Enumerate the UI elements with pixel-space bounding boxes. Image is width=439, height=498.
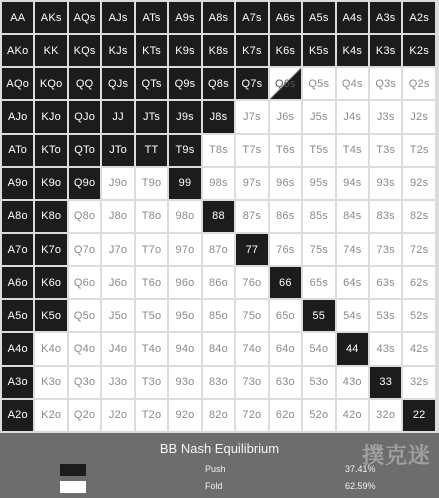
hand-cell-52o[interactable]: 52o	[303, 400, 334, 431]
legend-value-push: 37.41%	[345, 464, 376, 474]
hand-cell-jto[interactable]: JTo	[102, 135, 133, 166]
hand-cell-32o[interactable]: 32o	[370, 400, 401, 431]
hand-cell-82o[interactable]: 82o	[203, 400, 234, 431]
hand-cell-54s[interactable]: 54s	[337, 300, 368, 331]
hand-cell-83s[interactable]: 83s	[370, 201, 401, 232]
hand-cell-k9s[interactable]: K9s	[169, 35, 200, 66]
hand-cell-a7s[interactable]: A7s	[236, 2, 267, 33]
hand-cell-a4s[interactable]: A4s	[337, 2, 368, 33]
hand-cell-95s[interactable]: 95s	[303, 168, 334, 199]
hand-cell-ako[interactable]: AKo	[2, 35, 33, 66]
hand-cell-72s[interactable]: 72s	[403, 234, 434, 265]
hand-cell-43s[interactable]: 43s	[370, 333, 401, 364]
hand-cell-t3s[interactable]: T3s	[370, 135, 401, 166]
hand-cell-q4o[interactable]: Q4o	[69, 333, 100, 364]
hand-cell-93s[interactable]: 93s	[370, 168, 401, 199]
hand-cell-j2s[interactable]: J2s	[403, 101, 434, 132]
hand-cell-kqs[interactable]: KQs	[69, 35, 100, 66]
hand-cell-a5o[interactable]: A5o	[2, 300, 33, 331]
hand-cell-j8o[interactable]: J8o	[102, 201, 133, 232]
hand-cell-ats[interactable]: ATs	[136, 2, 167, 33]
hand-cell-74s[interactable]: 74s	[337, 234, 368, 265]
hand-cell-88[interactable]: 88	[203, 201, 234, 232]
hand-cell-k8s[interactable]: K8s	[203, 35, 234, 66]
hand-cell-aks[interactable]: AKs	[35, 2, 66, 33]
hand-cell-32s[interactable]: 32s	[403, 367, 434, 398]
hand-cell-98s[interactable]: 98s	[203, 168, 234, 199]
hand-cell-k2s[interactable]: K2s	[403, 35, 434, 66]
hand-cell-74o[interactable]: 74o	[236, 333, 267, 364]
hand-cell-97s[interactable]: 97s	[236, 168, 267, 199]
hand-cell-t2o[interactable]: T2o	[136, 400, 167, 431]
hand-cell-ajo[interactable]: AJo	[2, 101, 33, 132]
hand-cell-t4o[interactable]: T4o	[136, 333, 167, 364]
hand-cell-k9o[interactable]: K9o	[35, 168, 66, 199]
hand-cell-t2s[interactable]: T2s	[403, 135, 434, 166]
watermark-logo: 撲克迷	[361, 443, 431, 468]
hand-cell-95o[interactable]: 95o	[169, 300, 200, 331]
hand-cell-j7s[interactable]: J7s	[236, 101, 267, 132]
hand-cell-t8o[interactable]: T8o	[136, 201, 167, 232]
hand-cell-ato[interactable]: ATo	[2, 135, 33, 166]
hand-cell-j9o[interactable]: J9o	[102, 168, 133, 199]
hand-cell-94s[interactable]: 94s	[337, 168, 368, 199]
hand-cell-a9o[interactable]: A9o	[2, 168, 33, 199]
hand-cell-t6s[interactable]: T6s	[270, 135, 301, 166]
hand-cell-j4o[interactable]: J4o	[102, 333, 133, 364]
hand-cell-55[interactable]: 55	[303, 300, 334, 331]
hand-cell-62o[interactable]: 62o	[270, 400, 301, 431]
hand-cell-a5s[interactable]: A5s	[303, 2, 334, 33]
hand-cell-q9s[interactable]: Q9s	[169, 68, 200, 99]
hand-cell-k2o[interactable]: K2o	[35, 400, 66, 431]
hand-cell-k3o[interactable]: K3o	[35, 367, 66, 398]
hand-cell-q8s[interactable]: Q8s	[203, 68, 234, 99]
hand-cell-a8s[interactable]: A8s	[203, 2, 234, 33]
hand-cell-kjs[interactable]: KJs	[102, 35, 133, 66]
hand-cell-86s[interactable]: 86s	[270, 201, 301, 232]
hand-cell-53s[interactable]: 53s	[370, 300, 401, 331]
hand-cell-j9s[interactable]: J9s	[169, 101, 200, 132]
hand-cell-99[interactable]: 99	[169, 168, 200, 199]
hand-cell-96s[interactable]: 96s	[270, 168, 301, 199]
hand-cell-q2s[interactable]: Q2s	[403, 68, 434, 99]
hand-cell-94o[interactable]: 94o	[169, 333, 200, 364]
hand-cell-a4o[interactable]: A4o	[2, 333, 33, 364]
hand-cell-k8o[interactable]: K8o	[35, 201, 66, 232]
hand-cell-q7s[interactable]: Q7s	[236, 68, 267, 99]
hand-cell-72o[interactable]: 72o	[236, 400, 267, 431]
hand-cell-87s[interactable]: 87s	[236, 201, 267, 232]
hand-cell-kk[interactable]: KK	[35, 35, 66, 66]
hand-cell-t8s[interactable]: T8s	[203, 135, 234, 166]
hand-cell-q7o[interactable]: Q7o	[69, 234, 100, 265]
hand-cell-63o[interactable]: 63o	[270, 367, 301, 398]
hand-cell-a2o[interactable]: A2o	[2, 400, 33, 431]
hand-cell-t9s[interactable]: T9s	[169, 135, 200, 166]
legend-label-push: Push	[205, 464, 226, 474]
fold-swatch	[60, 481, 86, 493]
hand-cell-q6o[interactable]: Q6o	[69, 267, 100, 298]
hand-cell-64s[interactable]: 64s	[337, 267, 368, 298]
hand-cell-tt[interactable]: TT	[136, 135, 167, 166]
hand-cell-kqo[interactable]: KQo	[35, 68, 66, 99]
hand-cell-k6o[interactable]: K6o	[35, 267, 66, 298]
hand-cell-k5o[interactable]: K5o	[35, 300, 66, 331]
hand-cell-q2o[interactable]: Q2o	[69, 400, 100, 431]
hand-cell-a8o[interactable]: A8o	[2, 201, 33, 232]
hand-cell-q5o[interactable]: Q5o	[69, 300, 100, 331]
hand-cell-k7o[interactable]: K7o	[35, 234, 66, 265]
hand-cell-a6s[interactable]: A6s	[270, 2, 301, 33]
hand-cell-93o[interactable]: 93o	[169, 367, 200, 398]
hand-cell-77[interactable]: 77	[236, 234, 267, 265]
hand-cell-92o[interactable]: 92o	[169, 400, 200, 431]
hand-cell-kjo[interactable]: KJo	[35, 101, 66, 132]
hand-cell-85s[interactable]: 85s	[303, 201, 334, 232]
hand-cell-86o[interactable]: 86o	[203, 267, 234, 298]
hand-cell-k4s[interactable]: K4s	[337, 35, 368, 66]
hand-cell-73o[interactable]: 73o	[236, 367, 267, 398]
hand-cell-a6o[interactable]: A6o	[2, 267, 33, 298]
hand-cell-aqs[interactable]: AQs	[69, 2, 100, 33]
hand-cell-k3s[interactable]: K3s	[370, 35, 401, 66]
hand-cell-t9o[interactable]: T9o	[136, 168, 167, 199]
hand-cell-76s[interactable]: 76s	[270, 234, 301, 265]
hand-range-grid	[2, 2, 437, 431]
hand-cell-97o[interactable]: 97o	[169, 234, 200, 265]
hand-cell-j3o[interactable]: J3o	[102, 367, 133, 398]
hand-cell-j7o[interactable]: J7o	[102, 234, 133, 265]
legend-row-fold	[0, 481, 439, 495]
hand-cell-87o[interactable]: 87o	[203, 234, 234, 265]
hand-cell-j3s[interactable]: J3s	[370, 101, 401, 132]
hand-cell-j5s[interactable]: J5s	[303, 101, 334, 132]
hand-cell-65s[interactable]: 65s	[303, 267, 334, 298]
hand-cell-aa[interactable]: AA	[2, 2, 33, 33]
hand-cell-82s[interactable]: 82s	[403, 201, 434, 232]
hand-cell-66[interactable]: 66	[270, 267, 301, 298]
hand-cell-75s[interactable]: 75s	[303, 234, 334, 265]
hand-cell-a2s[interactable]: A2s	[403, 2, 434, 33]
push-swatch	[60, 464, 86, 476]
hand-cell-42o[interactable]: 42o	[337, 400, 368, 431]
hand-cell-qto[interactable]: QTo	[69, 135, 100, 166]
hand-cell-qjo[interactable]: QJo	[69, 101, 100, 132]
hand-cell-73s[interactable]: 73s	[370, 234, 401, 265]
hand-cell-q3s[interactable]: Q3s	[370, 68, 401, 99]
hand-cell-98o[interactable]: 98o	[169, 201, 200, 232]
hand-cell-t7s[interactable]: T7s	[236, 135, 267, 166]
hand-cell-22[interactable]: 22	[403, 400, 434, 431]
hand-cell-j5o[interactable]: J5o	[102, 300, 133, 331]
hand-cell-t5s[interactable]: T5s	[303, 135, 334, 166]
hand-cell-65o[interactable]: 65o	[270, 300, 301, 331]
hand-cell-qts[interactable]: QTs	[136, 68, 167, 99]
hand-cell-64o[interactable]: 64o	[270, 333, 301, 364]
hand-cell-t6o[interactable]: T6o	[136, 267, 167, 298]
hand-cell-a3o[interactable]: A3o	[2, 367, 33, 398]
hand-cell-jj[interactable]: JJ	[102, 101, 133, 132]
hand-cell-k7s[interactable]: K7s	[236, 35, 267, 66]
hand-cell-j4s[interactable]: J4s	[337, 101, 368, 132]
hand-cell-76o[interactable]: 76o	[236, 267, 267, 298]
hand-cell-42s[interactable]: 42s	[403, 333, 434, 364]
legend-label-fold: Fold	[205, 481, 223, 491]
hand-cell-52s[interactable]: 52s	[403, 300, 434, 331]
hand-cell-j8s[interactable]: J8s	[203, 101, 234, 132]
hand-cell-k5s[interactable]: K5s	[303, 35, 334, 66]
hand-cell-a9s[interactable]: A9s	[169, 2, 200, 33]
hand-cell-ajs[interactable]: AJs	[102, 2, 133, 33]
hand-cell-q5s[interactable]: Q5s	[303, 68, 334, 99]
legend-panel	[0, 433, 439, 498]
hand-cell-kts[interactable]: KTs	[136, 35, 167, 66]
hand-cell-83o[interactable]: 83o	[203, 367, 234, 398]
hand-cell-33[interactable]: 33	[370, 367, 401, 398]
hand-cell-92s[interactable]: 92s	[403, 168, 434, 199]
hand-cell-qjs[interactable]: QJs	[102, 68, 133, 99]
hand-cell-53o[interactable]: 53o	[303, 367, 334, 398]
hand-cell-k4o[interactable]: K4o	[35, 333, 66, 364]
hand-cell-t7o[interactable]: T7o	[136, 234, 167, 265]
hand-cell-kto[interactable]: KTo	[35, 135, 66, 166]
hand-cell-75o[interactable]: 75o	[236, 300, 267, 331]
hand-cell-t3o[interactable]: T3o	[136, 367, 167, 398]
hand-cell-a7o[interactable]: A7o	[2, 234, 33, 265]
hand-cell-43o[interactable]: 43o	[337, 367, 368, 398]
chart-title: BB Nash Equilibrium	[159, 441, 280, 456]
hand-cell-t5o[interactable]: T5o	[136, 300, 167, 331]
hand-cell-54o[interactable]: 54o	[303, 333, 334, 364]
hand-cell-q4s[interactable]: Q4s	[337, 68, 368, 99]
hand-cell-96o[interactable]: 96o	[169, 267, 200, 298]
hand-cell-t4s[interactable]: T4s	[337, 135, 368, 166]
hand-cell-j6s[interactable]: J6s	[270, 101, 301, 132]
legend-value-fold: 62.59%	[345, 481, 376, 491]
hand-cell-44[interactable]: 44	[337, 333, 368, 364]
hand-cell-a3s[interactable]: A3s	[370, 2, 401, 33]
hand-cell-63s[interactable]: 63s	[370, 267, 401, 298]
hand-cell-84o[interactable]: 84o	[203, 333, 234, 364]
hand-cell-62s[interactable]: 62s	[403, 267, 434, 298]
hand-cell-j6o[interactable]: J6o	[102, 267, 133, 298]
hand-cell-aqo[interactable]: AQo	[2, 68, 33, 99]
hand-cell-qq[interactable]: QQ	[69, 68, 100, 99]
hand-cell-q3o[interactable]: Q3o	[69, 367, 100, 398]
hand-cell-q9o[interactable]: Q9o	[69, 168, 100, 199]
hand-cell-jts[interactable]: JTs	[136, 101, 167, 132]
hand-cell-k6s[interactable]: K6s	[270, 35, 301, 66]
hand-cell-84s[interactable]: 84s	[337, 201, 368, 232]
hand-cell-q6s[interactable]: Q6s	[270, 68, 301, 99]
hand-cell-j2o[interactable]: J2o	[102, 400, 133, 431]
hand-cell-q8o[interactable]: Q8o	[69, 201, 100, 232]
hand-cell-85o[interactable]: 85o	[203, 300, 234, 331]
